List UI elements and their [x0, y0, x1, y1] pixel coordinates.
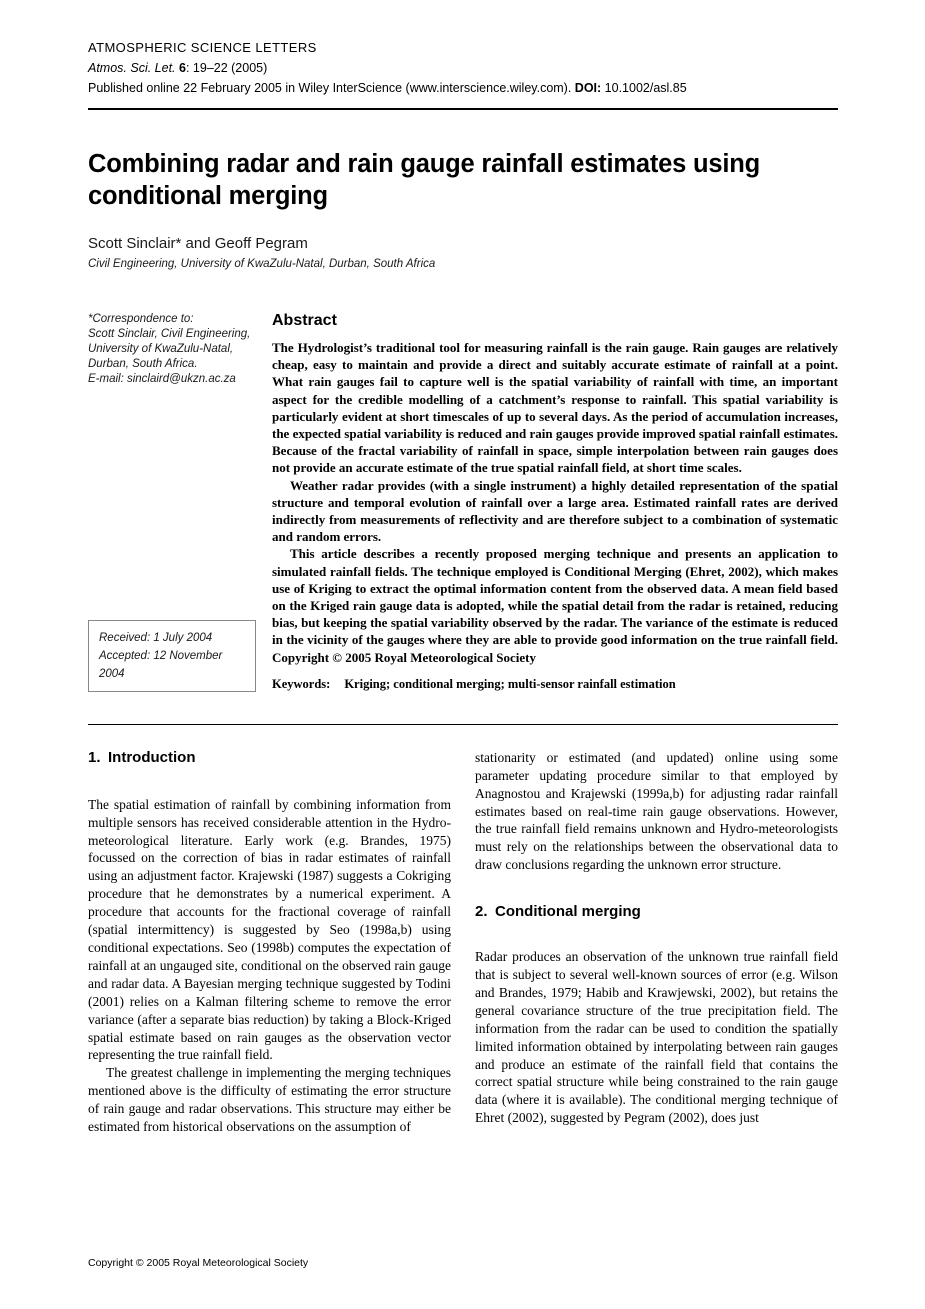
article-body [88, 749, 838, 1136]
body-paragraph: The greatest challenge in implementing the merging techniques mentioned above is the difficulty of estimating the error structure of rain gauge and radar observations. This structure may either be estimated from historical observations on the assumption of [88, 1065, 451, 1135]
keywords-text: Kriging; conditional merging; multi-sensor rainfall estimation [344, 676, 676, 691]
keywords-line [272, 677, 838, 692]
correspondence-line: Scott Sinclair, Civil Engineering, [88, 328, 251, 340]
section-2-heading: 2. Conditional merging [475, 903, 641, 921]
abstract-section [88, 312, 838, 692]
footer-copyright: Copyright © 2005 Royal Meteorological Society [88, 1257, 309, 1269]
correspondence-line: Durban, South Africa. [88, 358, 198, 370]
published-line [88, 81, 838, 95]
side-column [88, 312, 256, 692]
body-paragraph: Radar produces an observation of the unknown true rainfall field that is subject to several well-known sources of error (e.g. Wilson and Brandes, 1979; Habib and Krawjewski, 2002), but retains the general covariance structure of the true precipitation field. The information from the radar can be used to condition the spatially limited information obtained by interpolating between rain gauges and produce an estimate of the rainfall field that contains the correct spatial structure while being constrained to the rain gauge data (where it is available). The conditional merging technique of Ehret (2002), suggested by Pegram (2002), does just [475, 949, 838, 1126]
article-title: Combining radar and rain gauge rainfall estimates using conditional merging [88, 150, 760, 210]
received-accepted-box [88, 620, 256, 692]
correspondence-email: E-mail: sinclaird@ukzn.ac.za [88, 373, 236, 385]
citation-pages: : 19–22 (2005) [185, 61, 268, 75]
keywords-label: Keywords: [272, 676, 331, 691]
body-paragraph: stationarity or estimated (and updated) online using some parameter updating procedure similar to that employed by Anagnostou and Krajewski (1999a,b) for adjusting radar rainfall estimates based on real-time rain gauge observations. However, the true rainfall field remains unknown and Hydro-meteorologists must rely on the relationships between the observational data to draw conclusions regarding the unknown error structure. [475, 749, 838, 873]
accepted-date: Accepted: 12 November 2004 [99, 649, 223, 680]
body-paragraph: The spatial estimation of rainfall by combining information from multiple sensors has received considerable attention in the Hydro-meteorological literature. Early work (e.g. Brandes, 1975) focussed on the correction of bias in radar estimates of rainfall using an adjustment factor. Krajewski (1987) suggests a Cokriging procedure that he demonstrates by a numerical experiment. A procedure that accounts for the fractional coverage of rainfall (spatial intermittency) is suggested by Seo (1998a,b) using conditional expectations. Seo (1998b) computes the expectation of rainfall at an ungauged site, conditional on the observed rain gauge and radar data. A Bayesian merging technique suggested by Todini (2001) relies on a Kalman filtering scheme to remove the error variance (after a separate bias reduction) by taking a Block-Kriged spatial estimate based on rain gauges as the observation vector representing the true rainfall field. [88, 796, 451, 1063]
abstract-paragraph: Weather radar provides (with a single instrument) a highly detailed representation of the spatial structure and temporal evolution of rainfall over a large area. Estimated rainfall rates are derived indirectly from measurements of reflectivity and are therefore subject to a combination of systematic and random errors. [272, 477, 838, 545]
journal-header [88, 40, 838, 110]
citation-volume: 6 [179, 61, 186, 75]
abstract-paragraph: This article describes a recently proposed merging technique and presents an application to simulated rainfall fields. The technique employed is Conditional Merging (Ehret, 2002), which makes use of Kriging to extract the optimal information content from the observed data. A mean field based on the Kriged rain gauge data is adopted, while the spatial detail from the radar is retained, reducing bias, but keeping the spatial variability observed by the radar. The variance of the estimate is reduced in the vicinity of the gauges where they are able to provide good information on the true rainfall field. Copyright © 2005 Royal Meteorological Society [272, 546, 838, 665]
journal-citation [88, 61, 838, 75]
article-affiliation: Civil Engineering, University of KwaZulu-Natal, Durban, South Africa [88, 258, 436, 270]
received-date: Received: 1 July 2004 [99, 631, 213, 644]
journal-name: ATMOSPHERIC SCIENCE LETTERS [88, 40, 317, 55]
article-authors: Scott Sinclair* and Geoff Pegram [88, 235, 308, 252]
correspondence-block [88, 312, 256, 387]
abstract-paragraph: The Hydrologist’s traditional tool for measuring rainfall is the rain gauge. Rain gauges are relatively cheap, easy to maintain and provide a direct and suitably accurate estimate of rainfall at a point. What rain gauges fail to capture well is the spatial variability of rainfall with time, an important aspect for the credible modelling of a catchment’s response to rainfall. This spatial variability is particularly evident at short timescales of up to several days. As the period of accumulation increases, the expected spatial variability is reduced and rain gauges provide improved spatial rainfall estimates. Because of the fractal variability of rainfall in space, simple interpolation between rain gauges does not provide an accurate estimate of the true spatial rainfall field, at short time scales. [272, 340, 838, 476]
section-1-heading: 1. Introduction [88, 748, 196, 766]
correspondence-line: University of KwaZulu-Natal, [88, 343, 234, 355]
body-divider-rule [88, 724, 838, 725]
body-column-right [475, 749, 838, 1136]
correspondence-line: *Correspondence to: [88, 313, 194, 325]
doi-value: 10.1002/asl.85 [601, 81, 687, 95]
body-column-left [88, 749, 451, 1136]
abstract-column [272, 312, 838, 692]
published-text: Published online 22 February 2005 in Wiley InterScience (www.interscience.wiley.com). [88, 81, 575, 95]
abstract-heading: Abstract [272, 312, 337, 329]
citation-abbrev: Atmos. Sci. Let. [88, 61, 180, 75]
header-rule [88, 108, 838, 110]
doi-label: DOI: [574, 81, 602, 95]
